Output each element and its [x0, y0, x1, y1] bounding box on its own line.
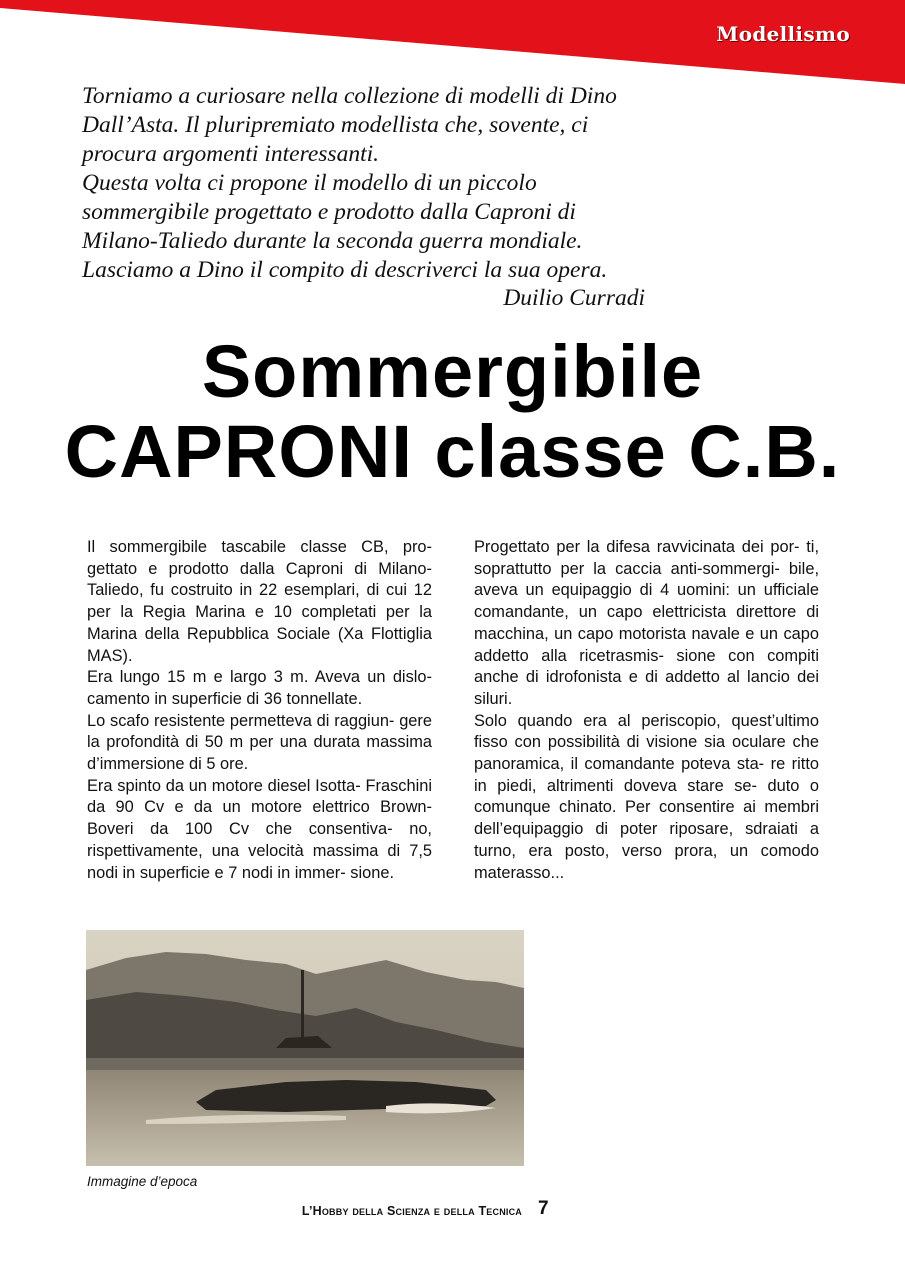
title-line-2: CAPRONI classe C.B.	[64, 410, 841, 493]
paragraph: Il sommergibile tascabile classe CB, pro- gettato e prodotto dalla Caproni di Milano- Taliedo, fu costruito in 22 esemplari, di cui 12 per la Regia Marina e 10 completati per la Marina della Repubblica Sociale (Xa Flottiglia MAS).	[87, 538, 432, 665]
paragraph: Progettato per la difesa ravvicinata dei por- ti, soprattutto per la caccia anti-sommergi- bile, aveva un equipaggio di 4 uomini: un ufficiale comandante, un capo elettricista direttore di macchina, un capo motorista navale e un capo addetto alla ricetrasmis- sione con compiti anche di idrofonista e di addetto al lancio dei siluri.	[474, 538, 819, 708]
page-footer	[0, 1198, 905, 1222]
intro-line: procura argomenti interessanti.	[82, 141, 379, 167]
intro-line: Milano-Taliedo durante la seconda guerra mondiale.	[82, 228, 583, 254]
paragraph: Solo quando era al periscopio, quest’ultimo fisso con possibilità di visione sia oculare che panoramica, il comandante poteva sta- re ritto in piedi, altrimenti doveva stare se- duto o comunque chinato. Per consentire ai membri dell’equipaggio di poter riposare, sdraiati a turno, era posto, verso prora, un comodo materasso...	[474, 711, 819, 882]
intro-line: Dall’Asta. Il pluripremiato modellista che, sovente, ci	[82, 112, 589, 138]
intro-line: Torniamo a curiosare nella collezione di modelli di Dino	[82, 83, 617, 109]
article-column-right	[474, 537, 819, 884]
shoreline	[86, 1058, 524, 1070]
article-column-left	[87, 537, 432, 884]
intro-line: Lasciamo a Dino il compito di descriverci la sua opera.	[82, 257, 608, 283]
intro-line: sommergibile progettato e prodotto dalla Caproni di	[82, 199, 576, 225]
section-label: Modellismo	[716, 22, 850, 46]
historic-submarine-photo	[86, 930, 524, 1166]
paragraph: Lo scafo resistente permetteva di raggiun- gere la profondità di 50 m per una durata massima d’immersione di 5 ore.	[87, 711, 432, 774]
intro-author: Duilio Curradi	[503, 285, 645, 311]
article-title	[0, 332, 905, 492]
photo-caption: Immagine d’epoca	[87, 1174, 198, 1189]
intro-text	[82, 82, 682, 285]
paragraph: Era lungo 15 m e largo 3 m. Aveva un dislo- camento in superficie di 36 tonnellate.	[87, 668, 432, 708]
paragraph: Era spinto da un motore diesel Isotta- Fraschini da 90 Cv e da un motore elettrico Brown-Boveri da 100 Cv che consentiva- no, rispettivamente, una velocità massima di 7,5 nodi in superficie e 7 nodi in immer- sione.	[87, 776, 432, 882]
title-line-1: Sommergibile	[201, 330, 704, 413]
page-number: 7	[538, 1198, 549, 1219]
intro-line: Questa volta ci propone il modello di un piccolo	[82, 170, 537, 196]
magazine-name: L’Hobby della Scienza e della Tecnica	[301, 1204, 522, 1218]
